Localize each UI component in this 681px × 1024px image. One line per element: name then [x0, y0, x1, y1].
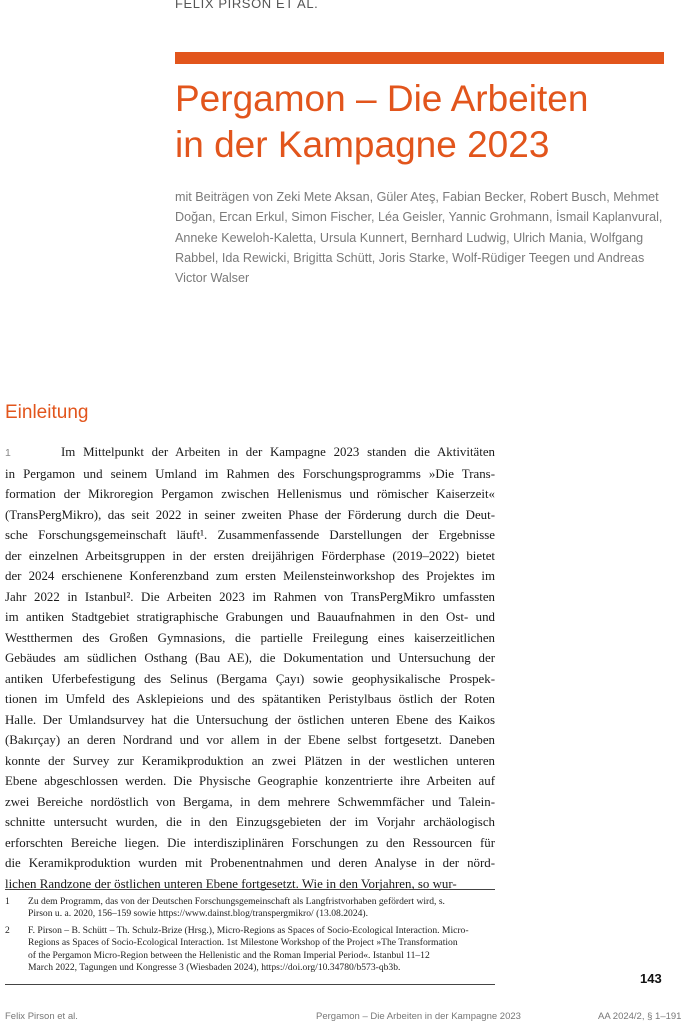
- footnote-text: [28, 896, 445, 921]
- footnote-text: [28, 925, 469, 975]
- body-line: formation der Mikroregion Pergamon zwischen Hellenismus und römischer Kaiserzeit«: [5, 487, 495, 501]
- footnote-line: Zu dem Programm, das von der Deutschen Forschungsgemeinschaft als Langfristvorhaben gefördert wird, s.: [28, 896, 445, 907]
- contributors-line: Rabbel, Ida Rewicki, Brigitta Schütt, Joris Starke, Wolf-Rüdiger Teegen und Andreas: [175, 250, 645, 265]
- article-title: [175, 76, 664, 168]
- body-line-text: Im Mittelpunkt der Arbeiten in der Kampagne 2023 standen die Aktivitäten: [61, 445, 495, 459]
- contributors-line: Doğan, Ercan Erkul, Simon Fischer, Léa Geisler, Yannic Grohmann, İsmail Kaplanvural,: [175, 210, 663, 225]
- footnote-line: F. Pirson – B. Schütt – Th. Schulz-Brize (Hrsg.), Micro-Regions as Spaces of Socio-Ecological Interaction. Micro-: [28, 924, 469, 936]
- body-line: (Bakırçay) an deren Nordrand und vor allem in der Ebene selbst fortgesetzt. Daneben: [5, 733, 495, 747]
- paragraph-number: 1: [5, 447, 11, 459]
- title-accent-bar: [175, 52, 664, 64]
- footnote: [5, 896, 495, 921]
- body-line: erforschten Bereiche liegen. Die interdisziplinären Forschungen zu den Ressourcen für: [5, 835, 495, 850]
- body-line: sche Forschungsgemeinschaft läuft¹. Zusammenfassende Darstellungen der Ergebnisse: [5, 528, 495, 542]
- title-line: Pergamon – Die Arbeiten: [175, 78, 589, 119]
- section-heading: Einleitung: [5, 402, 89, 423]
- body-line: der einzelnen Arbeitsgruppen in der ersten dreijährigen Förderphase (2019–2022) bietet: [5, 548, 495, 563]
- body-paragraph: [5, 442, 495, 894]
- footnote-line: Pirson u. a. 2020, 156–159 sowie https://www.dainst.blog/transpergmikro/ (13.08.2024).: [28, 908, 369, 920]
- contributors-line: Victor Walser: [175, 271, 250, 286]
- footnote-line: March 2022, Tagungen und Kongresse 3 (Wiesbaden 2024), https://doi.org/10.34780/b573-qb3b.: [28, 962, 401, 974]
- footnote-line: Regions as Spaces of Socio-Ecological Interaction. 1st Milestone Workshop of the Project »The Transformation: [28, 937, 458, 949]
- footnote-separator: [5, 889, 495, 890]
- body-line: in Pergamon und seinem Umland im Rahmen des Forschungsprogramms »Die Trans-: [5, 466, 495, 481]
- body-line: lichen Randzone der östlichen unteren Ebene fortgesetzt. Wie in den Vorjahren, so wur-: [5, 876, 457, 891]
- footer-author: Felix Pirson et al.: [5, 1011, 78, 1022]
- page-number: 143: [640, 971, 662, 986]
- page-bottom-rule: [5, 984, 495, 985]
- footer-title: Pergamon – Die Arbeiten in der Kampagne 2023: [316, 1011, 521, 1022]
- body-line: tionen im Umfeld des Asklepieions und des spätantiken Peristylbaus östlich der Roten: [5, 692, 495, 706]
- footer-citation: AA 2024/2, § 1–191: [598, 1011, 681, 1022]
- footnote: [5, 925, 495, 975]
- body-line: konnte der Survey zur Keramikproduktion an zwei Plätzen in der westlichen unteren: [5, 753, 495, 768]
- footnote-number: 2: [5, 924, 10, 936]
- body-line: Gebäudes am südlichen Osthang (Bau AE), die Dokumentation und Untersuchung der: [5, 651, 495, 665]
- body-line: Westthermen des Großen Gymnasions, die partielle Freilegung eines kaiserzeitlichen: [5, 630, 495, 645]
- body-line: der 2024 erschienene Konferenzband zum ersten Meilensteinworkshop des Projektes im: [5, 569, 495, 583]
- body-line: schnitte untersucht wurden, die in den Einzugsgebieten der im Vorjahr archäologisch: [5, 815, 495, 829]
- contributors-line: mit Beiträgen von Zeki Mete Aksan, Güler Ateş, Fabian Becker, Robert Busch, Mehmet: [175, 190, 659, 204]
- body-line: im antiken Stadtgebiet stratigraphische Grabungen und Bauaufnahmen in den Ost- und: [5, 610, 495, 624]
- body-line: (TransPergMikro), das seit 2022 in seiner zweiten Phase der Förderung durch die Deut-: [5, 507, 495, 522]
- footnote-line: of the Pergamon Micro-Region between the Hellenistic and the Roman Imperial Period«. Istanbul 11–12: [28, 949, 430, 961]
- contributors-list: [175, 187, 664, 288]
- title-line: in der Kampagne 2023: [175, 124, 550, 165]
- body-line: Ebene abgeschlossen werden. Die Physische Geographie konzentrierte ihre Arbeiten auf: [5, 774, 495, 788]
- body-line: zwei Bereiche nordöstlich von Bergama, in dem mehrere Schwemmfächer und Talein-: [5, 794, 495, 809]
- running-header-author: FELIX PIRSON ET AL.: [175, 0, 319, 11]
- footnotes: [5, 896, 495, 978]
- contributors-line: Anneke Keweloh-Kaletta, Ursula Kunnert, Bernhard Ludwig, Ulrich Mania, Wolfgang: [175, 230, 644, 245]
- body-line: antiken Uferbefestigung des Selinus (Bergama Çayı) sowie geophysikalische Prospek-: [5, 671, 495, 686]
- body-line: Jahr 2022 in Istanbul². Die Arbeiten 2023 im Rahmen von TransPergMikro umfassten: [5, 589, 495, 604]
- body-line: [5, 442, 495, 464]
- footnote-number: 1: [5, 896, 10, 907]
- body-line: Halle. Der Umlandsurvey hat die Untersuchung der östlichen unteren Ebene des Kaikos: [5, 712, 495, 727]
- body-line: die Keramikproduktion wurden mit Probenentnahmen und deren Analyse in der nörd-: [5, 856, 495, 870]
